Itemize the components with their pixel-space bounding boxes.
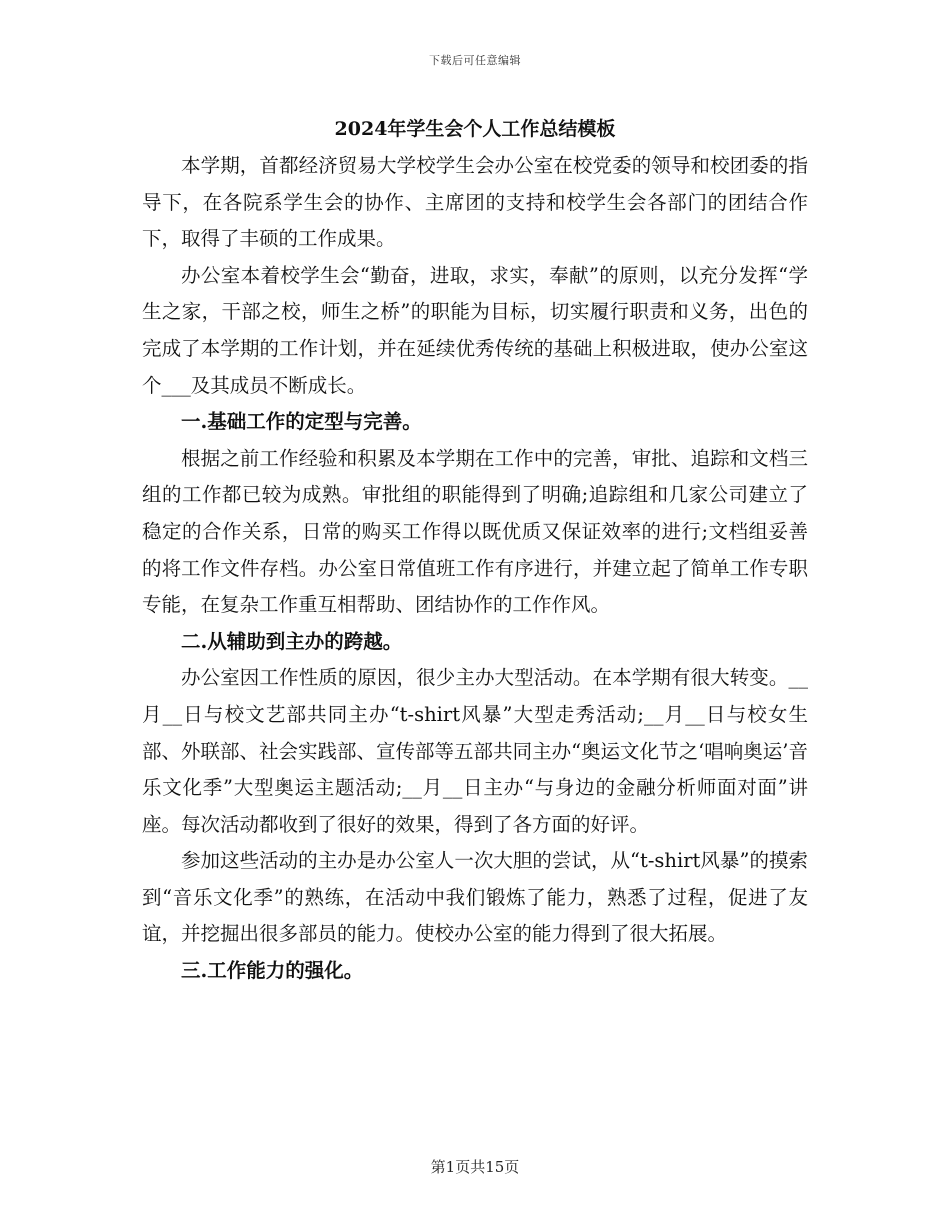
paragraph-basic-work: 根据之前工作经验和积累及本学期在工作中的完善，审批、追踪和文档三组的工作都已较为成熟。审批组的职能得到了明确;追踪组和几家公司建立了稳定的合作关系，日常的购买工作得以既优质又保证效率的进行;文档组妥善的将工作文件存档。办公室日常值班工作有序进行，并建立起了简单工作专职专能，在复杂工作重互相帮助、团结协作的工作作风。 [142,446,808,617]
document-title: 2024年学生会个人工作总结模板 [334,118,616,140]
paragraph-intro: 本学期，首都经济贸易大学校学生会办公室在校党委的领导和校团委的指导下，在各院系学生会的协作、主席团的支持和校学生会各部门的团结合作下，取得了丰硕的工作成果。 [142,154,808,251]
paragraph-principles: 办公室本着校学生会“勤奋，进取，求实，奉献”的原则，以充分发挥“学生之家，干部之校，师生之桥”的职能为目标，切实履行职责和义务，出色的完成了本学期的工作计划，并在延续优秀传统的基础上积极进取，使办公室这个___及其成员不断成长。 [142,263,808,397]
document-body [142,148,808,990]
section-heading-2: 二.从辅助到主办的跨越。 [181,629,403,653]
paragraph-events: 办公室因工作性质的原因，很少主办大型活动。在本学期有很大转变。__月__日与校文艺部共同主办“t-shirt风暴”大型走秀活动;__月__日与校女生部、外联部、社会实践部、宣传部等五部共同主办“奥运文化节之‘唱响奥运’音乐文化季”大型奥运主题活动;__月__日主办“与身边的金融分析师面对面”讲座。每次活动都收到了很好的效果，得到了各方面的好评。 [142,666,808,836]
paragraph-events-reflection: 参加这些活动的主办是办公室人一次大胆的尝试，从“t-shirt风暴”的摸索到“音乐文化季”的熟练，在活动中我们锻炼了能力，熟悉了过程，促进了友谊，并挖掘出很多部员的能力。使校办公室的能力得到了很大拓展。 [142,849,808,946]
page-number: 第1页共15页 [430,1158,520,1176]
page-header-note: 下载后可任意编辑 [429,54,521,67]
section-heading-3: 三.工作能力的强化。 [181,959,364,983]
section-heading-1: 一.基础工作的定型与完善。 [181,410,422,434]
